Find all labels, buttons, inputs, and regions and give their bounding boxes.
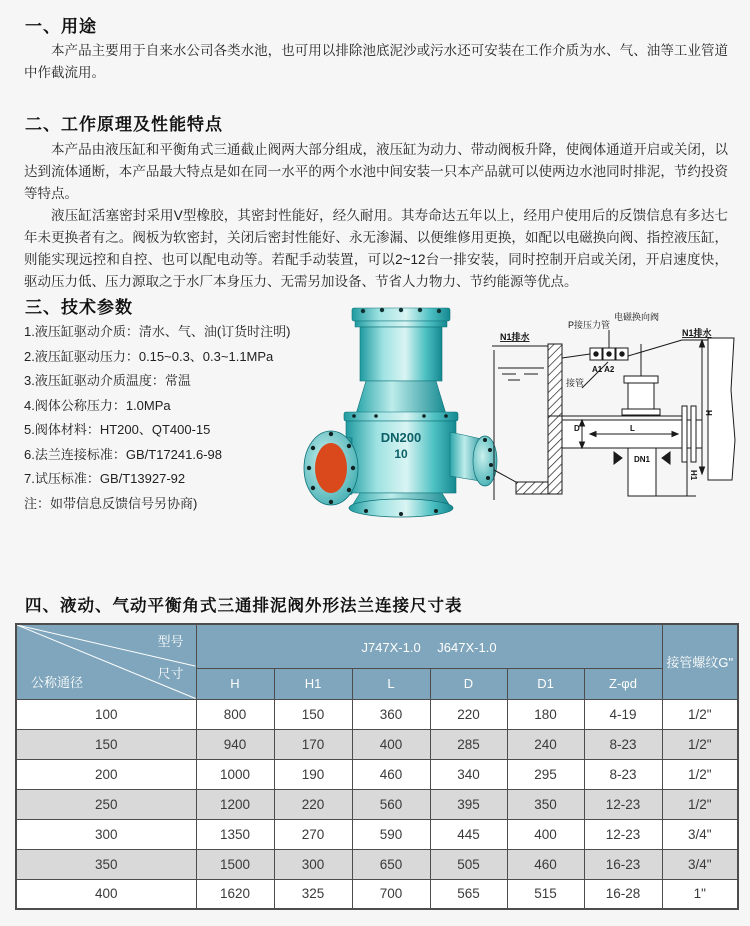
cell-h: 800 [196,699,274,729]
cell-h: 1620 [196,879,274,909]
cell-zd: 12-23 [584,789,662,819]
cell-h: 1000 [196,759,274,789]
cell-thread: 1/2" [662,729,738,759]
cell-h1: 150 [274,699,352,729]
drawing-dim-h1: H1 [689,470,698,481]
col-header-h1: H1 [274,668,352,699]
cell-zd: 8-23 [584,759,662,789]
col-header-l: L [352,668,430,699]
drawing-label-solenoid: 电磁换向阀 [614,312,660,322]
cell-zd: 12-23 [584,819,662,849]
drawing-dim-dn1: DN1 [634,455,651,464]
cell-l: 560 [352,789,430,819]
section4-title: 四、液动、气动平衡角式三通排泥阀外形法兰连接尺寸表 [25,597,463,615]
param-item: 2.液压缸驱动压力：0.15~0.3、0.3~1.1MPa [24,348,274,364]
cell-h: 1500 [196,849,274,879]
cell-thread: 3/4" [662,849,738,879]
section1-title: 一、用途 [25,17,97,36]
cell-d: 445 [430,819,507,849]
cell-h1: 190 [274,759,352,789]
tech-parameter-list [24,320,314,516]
flange-dimension-table [15,623,739,910]
cell-l: 400 [352,729,430,759]
cell-dn: 300 [16,819,196,849]
cell-d: 505 [430,849,507,879]
cell-thread: 1/2" [662,789,738,819]
param-item: 注：如带信息反馈信号另协商) [24,495,198,511]
section3-title: 三、技术参数 [25,298,133,317]
thread-header: 接管螺纹G" [662,624,738,699]
drawing-dim-h: H [704,410,713,416]
cell-h1: 270 [274,819,352,849]
table-row [16,699,738,729]
cell-dn: 400 [16,879,196,909]
cell-zd: 8-23 [584,729,662,759]
drawing-dim-d: D [574,424,580,433]
cell-thread: 1/2" [662,699,738,729]
param-item: 1.液压缸驱动介质：清水、气、油(订货时注明) [24,324,291,339]
cell-h: 1200 [196,789,274,819]
corner-label-dn: 公称通径 [31,674,84,690]
table-row [16,849,738,879]
cell-h1: 220 [274,789,352,819]
cell-dn: 200 [16,759,196,789]
drawing-dim-l: L [630,424,635,433]
cell-d: 565 [430,879,507,909]
cell-dn: 100 [16,699,196,729]
cell-l: 590 [352,819,430,849]
cell-thread: 1/2" [662,759,738,789]
drawing-label-right-drain: N1排水 [682,328,712,338]
corner-label-model: 型号 [157,634,184,649]
cell-l: 700 [352,879,430,909]
cell-d1: 180 [507,699,584,729]
cell-d: 340 [430,759,507,789]
cell-d: 285 [430,729,507,759]
col-header-d: D [430,668,507,699]
cell-d1: 460 [507,849,584,879]
table-corner-cell [16,624,196,699]
section2-title: 二、工作原理及性能特点 [25,115,223,134]
param-item: 4.阀体公称压力：1.0MPa [24,397,171,413]
cell-l: 460 [352,759,430,789]
cell-h1: 325 [274,879,352,909]
section2-paragraph-2: 液压缸活塞密封采用V型橡胶，其密封性能好，经久耐用。其寿命达五年以上，经用户使用后的反馈信息有多达七年未更换者有之。阀板为软密封，关闭后密封性能好、永无渗漏、以便维修用更换，如配以电磁换向阀、指控液压缸，则能实现远控和自控、也可以配电动等。若配手动装置，可以2~12台一排安装，同时控制开启或关闭，开启速度快，驱动压力低、压力源取之于水厂本身压力、无需另加设备、节省人力物力、节约能源等优点。 [24,208,728,289]
section2-body [24,139,728,293]
drawing-label-ports: A1 A2 [592,365,615,374]
cell-zd: 4-19 [584,699,662,729]
valve-marking-pn: 10 [394,447,408,461]
section1-paragraph: 本产品主要用于自来水公司各类水池，也可用以排除池底泥沙或污水还可安装在工作介质为水、气、油等工业管道中作截流用。 [24,43,728,80]
cell-h: 1350 [196,819,274,849]
drawing-label-left-drain: N1排水 [500,332,530,342]
valve-marking-dn: DN200 [380,430,422,445]
drawing-label-pressure-pipe: P接压力管 [568,320,611,330]
param-item: 5.阀体材料：HT200、QT400-15 [24,422,211,437]
cell-l: 360 [352,699,430,729]
cell-l: 650 [352,849,430,879]
corner-label-size: 尺寸 [157,666,184,681]
section2-paragraph-1: 本产品由液压缸和平衡角式三通截止阀两大部分组成，液压缸为动力、带动阀板升降，使阀体通道开启或关闭，以达到流体通断，本产品最大特点是如在同一水平的两个水池中间安装一只本产品就可以使两边水池同时排泥，节约投资等特点。 [24,142,728,201]
cell-dn: 250 [16,789,196,819]
param-item: 3.液压缸驱动介质温度：常温 [24,373,191,388]
model-header: J747X-1.0 J647X-1.0 [196,624,662,668]
table-row [16,789,738,819]
drawing-label-connect-pipe: 接管 [566,378,585,388]
table-row [16,729,738,759]
cell-thread: 3/4" [662,819,738,849]
cell-h1: 170 [274,729,352,759]
cell-d: 220 [430,699,507,729]
cell-d1: 240 [507,729,584,759]
cell-h: 940 [196,729,274,759]
col-header-zd: Z-φd [584,668,662,699]
col-header-d1: D1 [507,668,584,699]
cell-d1: 295 [507,759,584,789]
section1-body [24,40,728,84]
table-row [16,879,738,909]
param-item: 7.试压标准：GB/T13927-92 [24,471,186,486]
cell-d1: 515 [507,879,584,909]
cell-h1: 300 [274,849,352,879]
cell-d1: 350 [507,789,584,819]
col-header-h: H [196,668,274,699]
param-item: 6.法兰连接标准：GB/T17241.6-98 [24,446,222,462]
table-row [16,759,738,789]
cell-zd: 16-23 [584,849,662,879]
installation-drawing [486,310,748,533]
cell-zd: 16-28 [584,879,662,909]
cell-thread: 1" [662,879,738,909]
cell-dn: 150 [16,729,196,759]
cell-d: 395 [430,789,507,819]
cell-dn: 350 [16,849,196,879]
table-row [16,819,738,849]
cell-d1: 400 [507,819,584,849]
valve-product-image [300,298,500,528]
